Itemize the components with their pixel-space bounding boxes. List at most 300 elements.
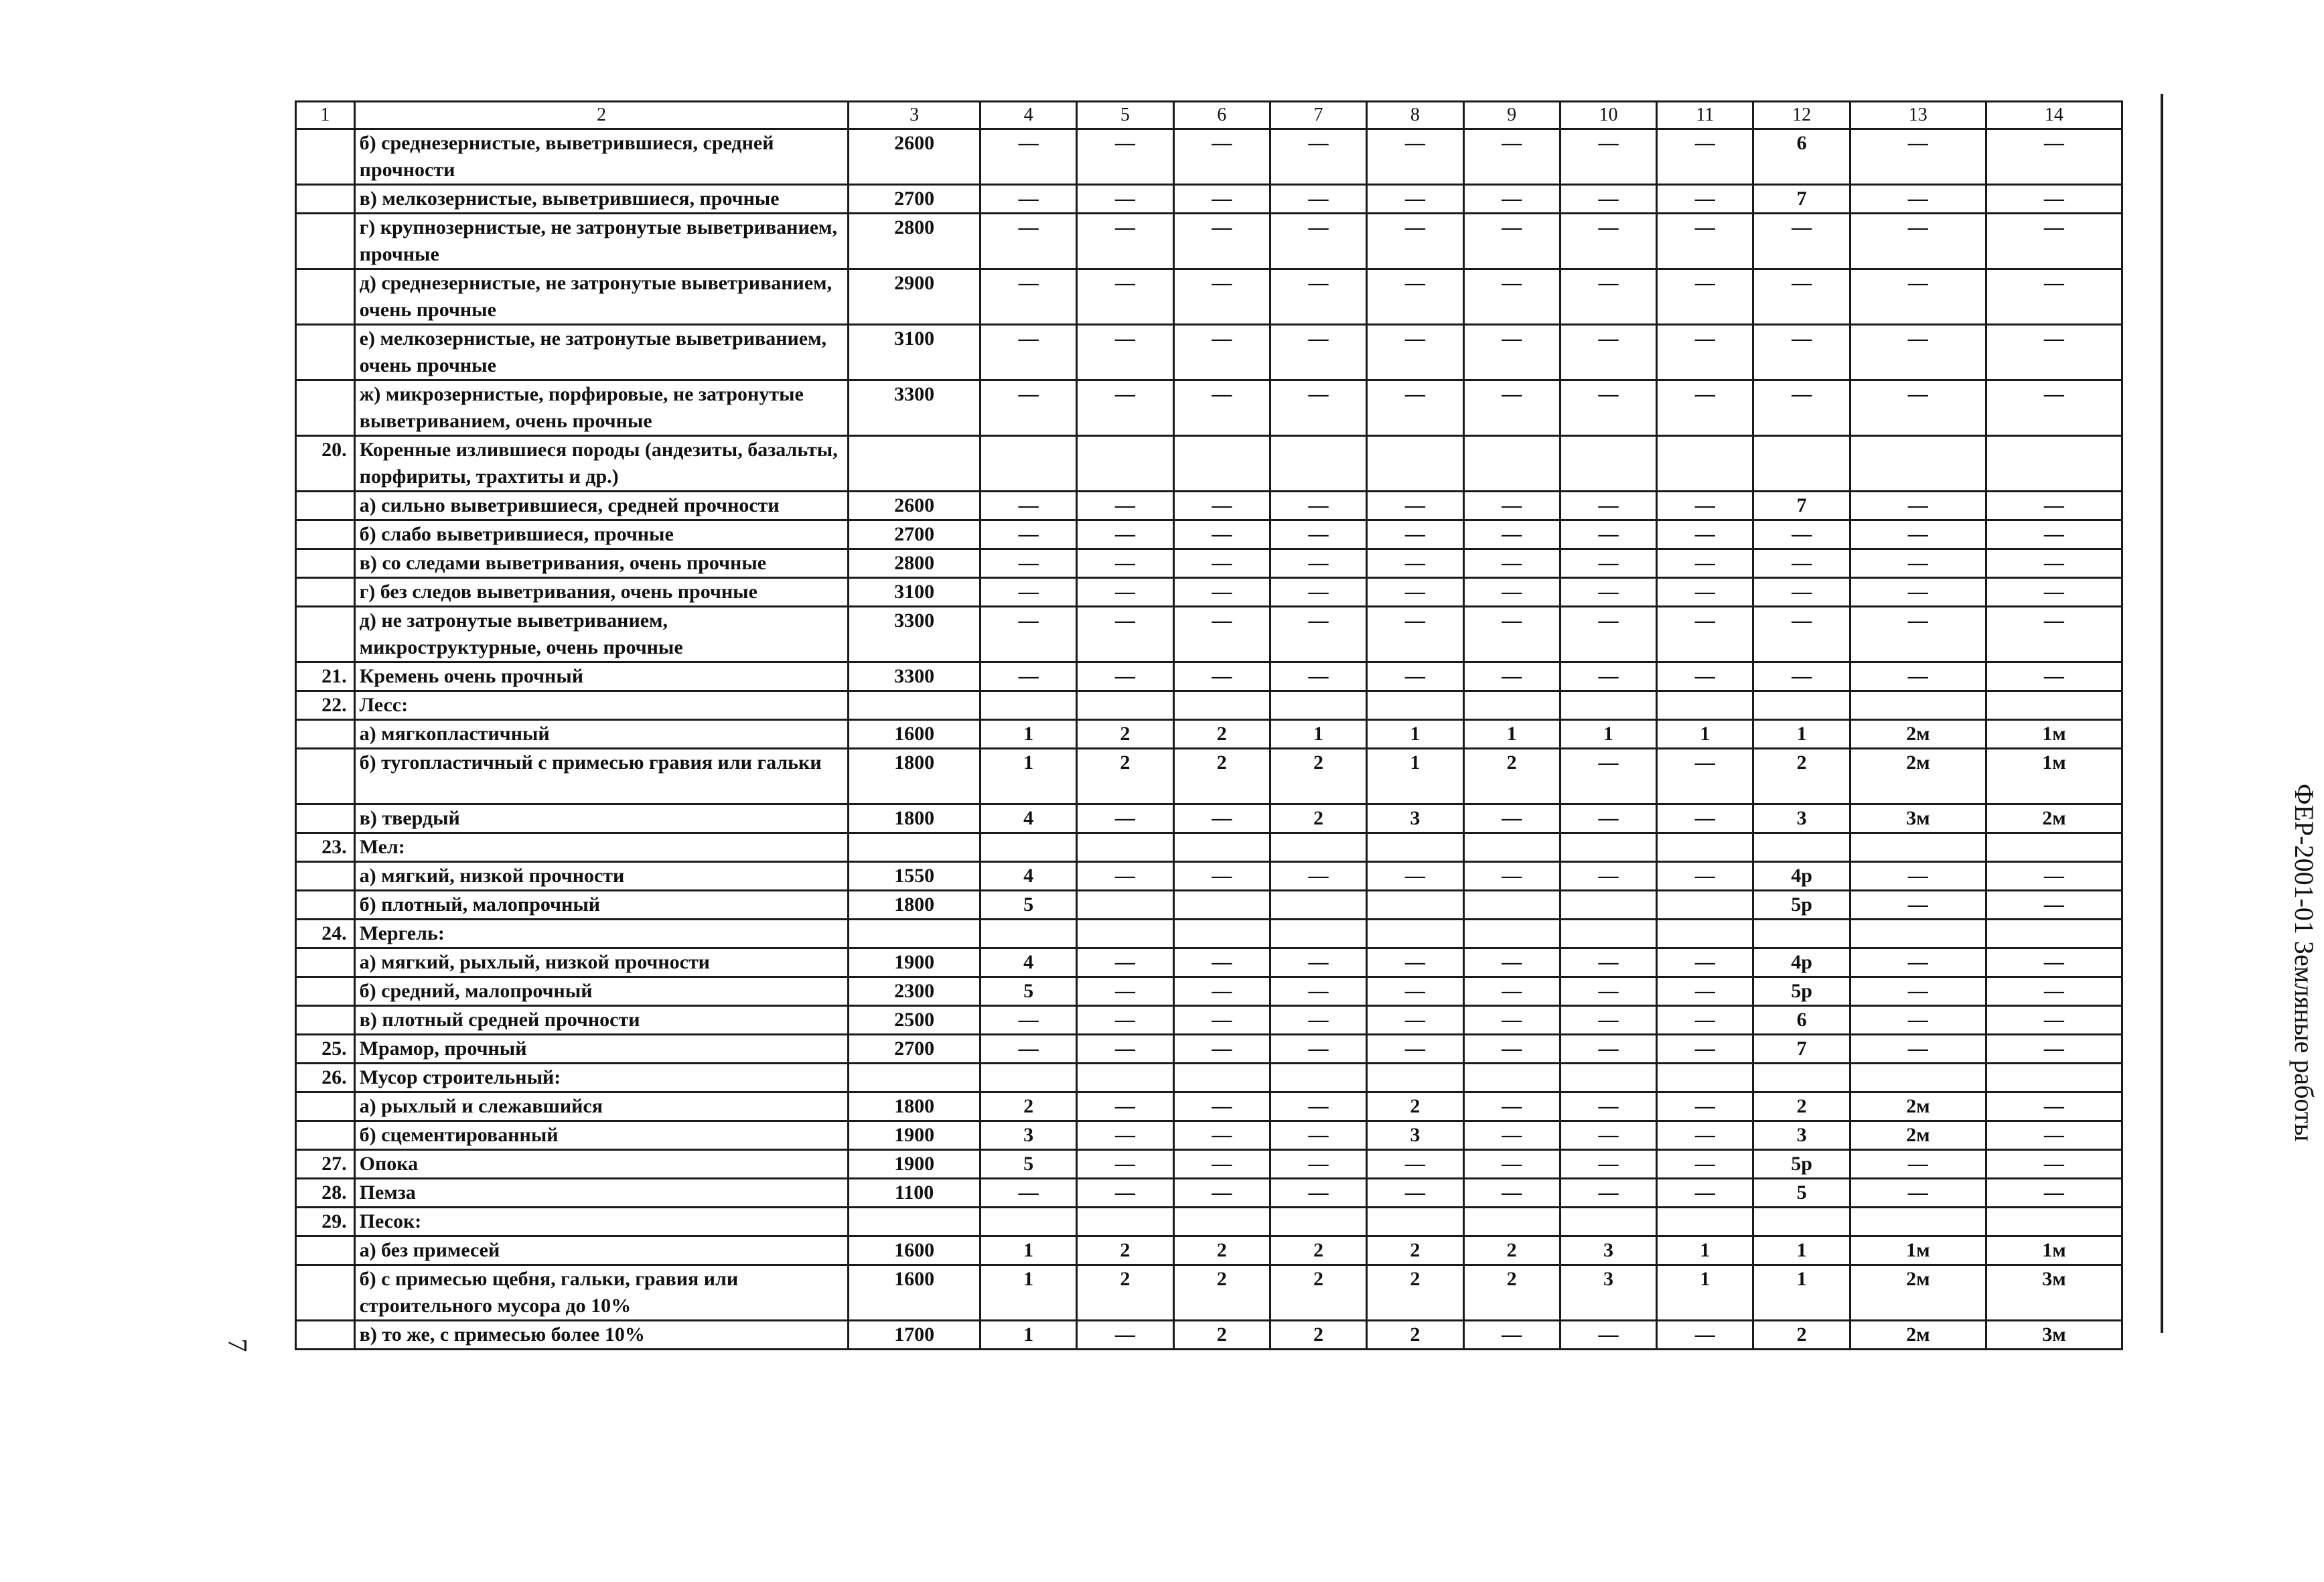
- table-row: [296, 1150, 2122, 1179]
- group-cell: —: [1077, 269, 1173, 325]
- group-cell: —: [980, 214, 1076, 269]
- group-cell: [1270, 1064, 1366, 1092]
- table-row: [296, 720, 2122, 749]
- group-cell: [1560, 920, 1656, 948]
- group-cell: —: [1077, 1150, 1173, 1179]
- group-cell: —: [1560, 549, 1656, 578]
- row-number: [296, 520, 355, 549]
- density-cell: 2500: [849, 1006, 981, 1035]
- group-cell: —: [1270, 269, 1366, 325]
- group-cell: —: [1270, 662, 1366, 691]
- table-row: [296, 492, 2122, 520]
- table-row: [296, 214, 2122, 269]
- row-number: [296, 1321, 355, 1350]
- side-title: ФЕР-2001-01 Земляные работы: [2289, 784, 2319, 1142]
- group-cell: —: [1367, 1035, 1463, 1064]
- group-cell: —: [1173, 214, 1270, 269]
- group-cell: —: [1986, 214, 2122, 269]
- group-cell: —: [1986, 1179, 2122, 1208]
- group-cell: [1463, 1064, 1560, 1092]
- group-cell: 2м: [1850, 1092, 1986, 1121]
- col-header: 8: [1367, 102, 1463, 129]
- group-cell: —: [1850, 1035, 1986, 1064]
- group-cell: —: [1850, 607, 1986, 662]
- table-row: [296, 607, 2122, 662]
- row-description: ж) микрозернистые, порфировые, не затронутые выветриванием, очень прочные: [354, 380, 849, 436]
- group-cell: —: [1270, 549, 1366, 578]
- row-number: [296, 269, 355, 325]
- group-cell: [1753, 691, 1850, 720]
- row-description: а) рыхлый и слежавшийся: [354, 1092, 849, 1121]
- group-cell: —: [1657, 1035, 1753, 1064]
- group-cell: —: [980, 578, 1076, 607]
- density-cell: 2700: [849, 520, 981, 549]
- group-cell: [1986, 1208, 2122, 1236]
- group-cell: [1173, 833, 1270, 862]
- group-cell: —: [1560, 1006, 1656, 1035]
- group-cell: —: [980, 269, 1076, 325]
- group-cell: —: [1463, 1321, 1560, 1350]
- table-row: [296, 948, 2122, 977]
- group-cell: 1: [980, 1321, 1076, 1350]
- row-number: [296, 325, 355, 380]
- group-cell: 3: [1753, 804, 1850, 833]
- group-cell: —: [1850, 380, 1986, 436]
- group-cell: 1: [1367, 720, 1463, 749]
- row-description: а) мягкопластичный: [354, 720, 849, 749]
- group-cell: —: [1077, 607, 1173, 662]
- group-cell: —: [980, 549, 1076, 578]
- group-cell: 1: [1657, 1265, 1753, 1321]
- side-rule: [2161, 94, 2163, 1333]
- group-cell: —: [1367, 185, 1463, 214]
- group-cell: [1463, 1208, 1560, 1236]
- group-cell: —: [1270, 607, 1366, 662]
- group-cell: —: [1463, 662, 1560, 691]
- group-cell: —: [1463, 804, 1560, 833]
- group-cell: —: [1560, 129, 1656, 185]
- group-cell: 5р: [1753, 977, 1850, 1006]
- group-cell: 5: [980, 891, 1076, 920]
- row-description: б) тугопластичный с примесью гравия или гальки: [354, 749, 849, 804]
- group-cell: —: [1560, 749, 1656, 804]
- group-cell: —: [1560, 977, 1656, 1006]
- group-cell: 2: [1077, 749, 1173, 804]
- group-cell: —: [1173, 804, 1270, 833]
- group-cell: 3м: [1986, 1321, 2122, 1350]
- row-description: в) мелкозернистые, выветрившиеся, прочные: [354, 185, 849, 214]
- group-cell: —: [1367, 948, 1463, 977]
- group-cell: 2: [1173, 1236, 1270, 1265]
- group-cell: [1753, 833, 1850, 862]
- table-row: [296, 520, 2122, 549]
- group-cell: —: [1270, 520, 1366, 549]
- group-cell: 1м: [1986, 749, 2122, 804]
- group-cell: —: [1753, 380, 1850, 436]
- group-cell: —: [1560, 1321, 1656, 1350]
- group-cell: [1657, 891, 1753, 920]
- group-cell: —: [1367, 1150, 1463, 1179]
- group-cell: —: [1560, 1179, 1656, 1208]
- group-cell: 2м: [1850, 1121, 1986, 1150]
- group-cell: 2: [1077, 720, 1173, 749]
- group-cell: —: [1986, 492, 2122, 520]
- group-cell: 2м: [1850, 1265, 1986, 1321]
- group-cell: 4р: [1753, 862, 1850, 891]
- group-cell: —: [1560, 862, 1656, 891]
- row-description: г) крупнозернистые, не затронутые выветриванием, прочные: [354, 214, 849, 269]
- group-cell: —: [1850, 948, 1986, 977]
- group-cell: —: [1173, 1092, 1270, 1121]
- group-cell: 2м: [1986, 804, 2122, 833]
- group-cell: —: [1753, 607, 1850, 662]
- col-header: 3: [849, 102, 981, 129]
- group-cell: 1м: [1986, 1236, 2122, 1265]
- table-row: [296, 891, 2122, 920]
- group-cell: 3м: [1986, 1265, 2122, 1321]
- row-description: а) сильно выветрившиеся, средней прочности: [354, 492, 849, 520]
- table-row: [296, 436, 2122, 492]
- row-description: б) сцементированный: [354, 1121, 849, 1150]
- row-number: [296, 492, 355, 520]
- group-cell: —: [1077, 214, 1173, 269]
- group-cell: —: [1753, 520, 1850, 549]
- density-cell: 1100: [849, 1179, 981, 1208]
- group-cell: —: [1657, 662, 1753, 691]
- group-cell: [1657, 920, 1753, 948]
- group-cell: —: [1986, 549, 2122, 578]
- group-cell: —: [1986, 129, 2122, 185]
- density-cell: 2300: [849, 977, 981, 1006]
- group-cell: [1657, 691, 1753, 720]
- group-cell: —: [1657, 214, 1753, 269]
- group-cell: —: [1560, 325, 1656, 380]
- group-cell: —: [1463, 269, 1560, 325]
- group-cell: [1463, 436, 1560, 492]
- group-cell: —: [1657, 607, 1753, 662]
- group-cell: —: [1850, 325, 1986, 380]
- group-cell: —: [1270, 1121, 1366, 1150]
- group-cell: [980, 1208, 1076, 1236]
- group-cell: —: [1270, 492, 1366, 520]
- group-cell: —: [1986, 380, 2122, 436]
- group-cell: —: [1463, 492, 1560, 520]
- group-cell: 2: [1077, 1236, 1173, 1265]
- row-description: в) твердый: [354, 804, 849, 833]
- group-cell: —: [1850, 578, 1986, 607]
- group-cell: —: [1753, 214, 1850, 269]
- group-cell: 2: [980, 1092, 1076, 1121]
- group-cell: [980, 920, 1076, 948]
- group-cell: —: [1850, 662, 1986, 691]
- row-number: [296, 578, 355, 607]
- group-cell: —: [1560, 185, 1656, 214]
- row-description: Коренные излившиеся породы (андезиты, базальты, порфириты, трахтиты и др.): [354, 436, 849, 492]
- density-cell: 1600: [849, 720, 981, 749]
- group-cell: —: [1560, 492, 1656, 520]
- group-cell: —: [1270, 862, 1366, 891]
- group-cell: —: [1657, 325, 1753, 380]
- group-cell: 1: [980, 720, 1076, 749]
- page-number: 7: [222, 1338, 253, 1352]
- group-cell: [1657, 436, 1753, 492]
- row-number: 21.: [296, 662, 355, 691]
- group-cell: [980, 833, 1076, 862]
- table-row: [296, 662, 2122, 691]
- row-description: б) слабо выветрившиеся, прочные: [354, 520, 849, 549]
- group-cell: —: [1367, 129, 1463, 185]
- group-cell: —: [1173, 549, 1270, 578]
- density-cell: 2800: [849, 214, 981, 269]
- group-cell: —: [1173, 662, 1270, 691]
- group-cell: 2: [1367, 1321, 1463, 1350]
- group-cell: [1173, 691, 1270, 720]
- group-cell: —: [1850, 891, 1986, 920]
- group-cell: —: [980, 1006, 1076, 1035]
- row-description: е) мелкозернистые, не затронутые выветриванием, очень прочные: [354, 325, 849, 380]
- group-cell: —: [1986, 862, 2122, 891]
- group-cell: 1: [1657, 1236, 1753, 1265]
- density-cell: 3100: [849, 578, 981, 607]
- group-cell: —: [1367, 214, 1463, 269]
- group-cell: —: [1270, 1092, 1366, 1121]
- group-cell: —: [1173, 129, 1270, 185]
- density-cell: 1900: [849, 1150, 981, 1179]
- row-number: [296, 129, 355, 185]
- group-cell: 3: [980, 1121, 1076, 1150]
- group-cell: —: [1560, 380, 1656, 436]
- table-row: [296, 977, 2122, 1006]
- group-cell: —: [1173, 380, 1270, 436]
- group-cell: —: [1077, 185, 1173, 214]
- group-cell: [1560, 833, 1656, 862]
- table-body: [296, 129, 2122, 1350]
- group-cell: —: [1077, 1035, 1173, 1064]
- group-cell: —: [1367, 325, 1463, 380]
- group-cell: —: [1173, 578, 1270, 607]
- row-description: Песок:: [354, 1208, 849, 1236]
- group-cell: [980, 436, 1076, 492]
- group-cell: —: [1463, 325, 1560, 380]
- group-cell: —: [980, 325, 1076, 380]
- density-cell: 1600: [849, 1236, 981, 1265]
- row-description: а) без примесей: [354, 1236, 849, 1265]
- density-cell: 1800: [849, 1092, 981, 1121]
- row-description: г) без следов выветривания, очень прочные: [354, 578, 849, 607]
- density-cell: 3300: [849, 380, 981, 436]
- table-row: [296, 1321, 2122, 1350]
- row-number: [296, 948, 355, 977]
- row-description: Пемза: [354, 1179, 849, 1208]
- group-cell: [1986, 436, 2122, 492]
- group-cell: 2: [1753, 1092, 1850, 1121]
- table-row: [296, 862, 2122, 891]
- group-cell: [1077, 691, 1173, 720]
- group-cell: —: [1367, 977, 1463, 1006]
- row-description: б) средний, малопрочный: [354, 977, 849, 1006]
- group-cell: —: [1986, 891, 2122, 920]
- group-cell: —: [1270, 578, 1366, 607]
- density-cell: 2900: [849, 269, 981, 325]
- density-cell: [849, 920, 981, 948]
- density-cell: [849, 1064, 981, 1092]
- row-number: 26.: [296, 1064, 355, 1092]
- row-description: а) мягкий, рыхлый, низкой прочности: [354, 948, 849, 977]
- group-cell: 3: [1753, 1121, 1850, 1150]
- row-number: [296, 1121, 355, 1150]
- group-cell: —: [1367, 1006, 1463, 1035]
- group-cell: 1: [980, 749, 1076, 804]
- group-cell: 2: [1077, 1265, 1173, 1321]
- group-cell: —: [1077, 1006, 1173, 1035]
- table-row: [296, 269, 2122, 325]
- group-cell: —: [1986, 977, 2122, 1006]
- group-cell: —: [1463, 214, 1560, 269]
- group-cell: [1270, 436, 1366, 492]
- group-cell: —: [1560, 1150, 1656, 1179]
- group-cell: 1: [1367, 749, 1463, 804]
- group-cell: [1367, 920, 1463, 948]
- density-cell: 1550: [849, 862, 981, 891]
- group-cell: —: [1657, 129, 1753, 185]
- table-row: [296, 325, 2122, 380]
- group-cell: —: [1753, 578, 1850, 607]
- table-row: [296, 749, 2122, 804]
- group-cell: 1: [1657, 720, 1753, 749]
- group-cell: —: [980, 520, 1076, 549]
- table-row: [296, 1006, 2122, 1035]
- row-number: [296, 185, 355, 214]
- group-cell: —: [1657, 380, 1753, 436]
- group-cell: —: [1270, 948, 1366, 977]
- row-number: 25.: [296, 1035, 355, 1064]
- group-cell: 3: [1367, 1121, 1463, 1150]
- group-cell: —: [1463, 1006, 1560, 1035]
- group-cell: —: [1173, 492, 1270, 520]
- density-cell: 1900: [849, 1121, 981, 1150]
- row-description: Кремень очень прочный: [354, 662, 849, 691]
- group-cell: 4: [980, 804, 1076, 833]
- group-cell: —: [1367, 549, 1463, 578]
- group-cell: —: [1850, 1006, 1986, 1035]
- group-cell: —: [1173, 948, 1270, 977]
- row-description: б) плотный, малопрочный: [354, 891, 849, 920]
- table-row: [296, 1236, 2122, 1265]
- group-cell: —: [1657, 862, 1753, 891]
- group-cell: —: [1077, 325, 1173, 380]
- table-row: [296, 185, 2122, 214]
- group-cell: —: [1173, 862, 1270, 891]
- group-cell: —: [1173, 1121, 1270, 1150]
- group-cell: 2: [1270, 1236, 1366, 1265]
- group-cell: 1: [1560, 720, 1656, 749]
- group-cell: [980, 1064, 1076, 1092]
- group-cell: [1077, 833, 1173, 862]
- group-cell: 2: [1367, 1236, 1463, 1265]
- group-cell: —: [1657, 269, 1753, 325]
- group-cell: —: [1986, 1092, 2122, 1121]
- group-cell: 6: [1753, 1006, 1850, 1035]
- group-cell: —: [1270, 1150, 1366, 1179]
- group-cell: —: [1463, 607, 1560, 662]
- group-cell: —: [1463, 549, 1560, 578]
- col-header: 5: [1077, 102, 1173, 129]
- group-cell: [1463, 691, 1560, 720]
- group-cell: 4: [980, 862, 1076, 891]
- group-cell: —: [1173, 977, 1270, 1006]
- group-cell: —: [1850, 214, 1986, 269]
- group-cell: —: [1463, 1150, 1560, 1179]
- group-cell: 5: [980, 977, 1076, 1006]
- group-cell: [1657, 1208, 1753, 1236]
- group-cell: —: [1173, 185, 1270, 214]
- group-cell: —: [1560, 662, 1656, 691]
- group-cell: —: [980, 662, 1076, 691]
- density-cell: 3300: [849, 607, 981, 662]
- group-cell: —: [1560, 520, 1656, 549]
- group-cell: —: [980, 607, 1076, 662]
- group-cell: 2: [1463, 1236, 1560, 1265]
- group-cell: —: [1850, 520, 1986, 549]
- group-cell: —: [1463, 948, 1560, 977]
- group-cell: —: [1077, 1179, 1173, 1208]
- group-cell: —: [1753, 269, 1850, 325]
- group-cell: —: [1367, 607, 1463, 662]
- group-cell: —: [1077, 578, 1173, 607]
- row-number: [296, 891, 355, 920]
- group-cell: —: [1173, 325, 1270, 380]
- group-cell: —: [1463, 862, 1560, 891]
- group-cell: [1367, 1208, 1463, 1236]
- group-cell: [1173, 436, 1270, 492]
- group-cell: —: [1850, 862, 1986, 891]
- group-cell: [1270, 1208, 1366, 1236]
- group-cell: [1560, 1064, 1656, 1092]
- group-cell: —: [1270, 1006, 1366, 1035]
- table-row: [296, 1208, 2122, 1236]
- group-cell: [980, 691, 1076, 720]
- group-cell: —: [1560, 1035, 1656, 1064]
- group-cell: [1367, 436, 1463, 492]
- table-row: [296, 1121, 2122, 1150]
- group-cell: —: [1463, 520, 1560, 549]
- density-cell: 3100: [849, 325, 981, 380]
- group-cell: —: [1367, 662, 1463, 691]
- group-cell: —: [1077, 1121, 1173, 1150]
- group-cell: —: [1753, 325, 1850, 380]
- group-cell: —: [1077, 520, 1173, 549]
- group-cell: —: [1560, 578, 1656, 607]
- group-cell: 2: [1270, 749, 1366, 804]
- group-cell: [1173, 891, 1270, 920]
- table-row: [296, 549, 2122, 578]
- row-number: [296, 862, 355, 891]
- group-cell: —: [980, 1179, 1076, 1208]
- group-cell: —: [1173, 1150, 1270, 1179]
- group-cell: 2: [1270, 804, 1366, 833]
- group-cell: —: [1850, 185, 1986, 214]
- group-cell: 2: [1463, 749, 1560, 804]
- group-cell: —: [1560, 1092, 1656, 1121]
- col-header: 10: [1560, 102, 1656, 129]
- group-cell: —: [1077, 862, 1173, 891]
- soil-classification-table: [295, 100, 2123, 1350]
- table-row: [296, 804, 2122, 833]
- group-cell: 2: [1173, 1321, 1270, 1350]
- group-cell: —: [1270, 185, 1366, 214]
- group-cell: [1367, 1064, 1463, 1092]
- group-cell: —: [1657, 549, 1753, 578]
